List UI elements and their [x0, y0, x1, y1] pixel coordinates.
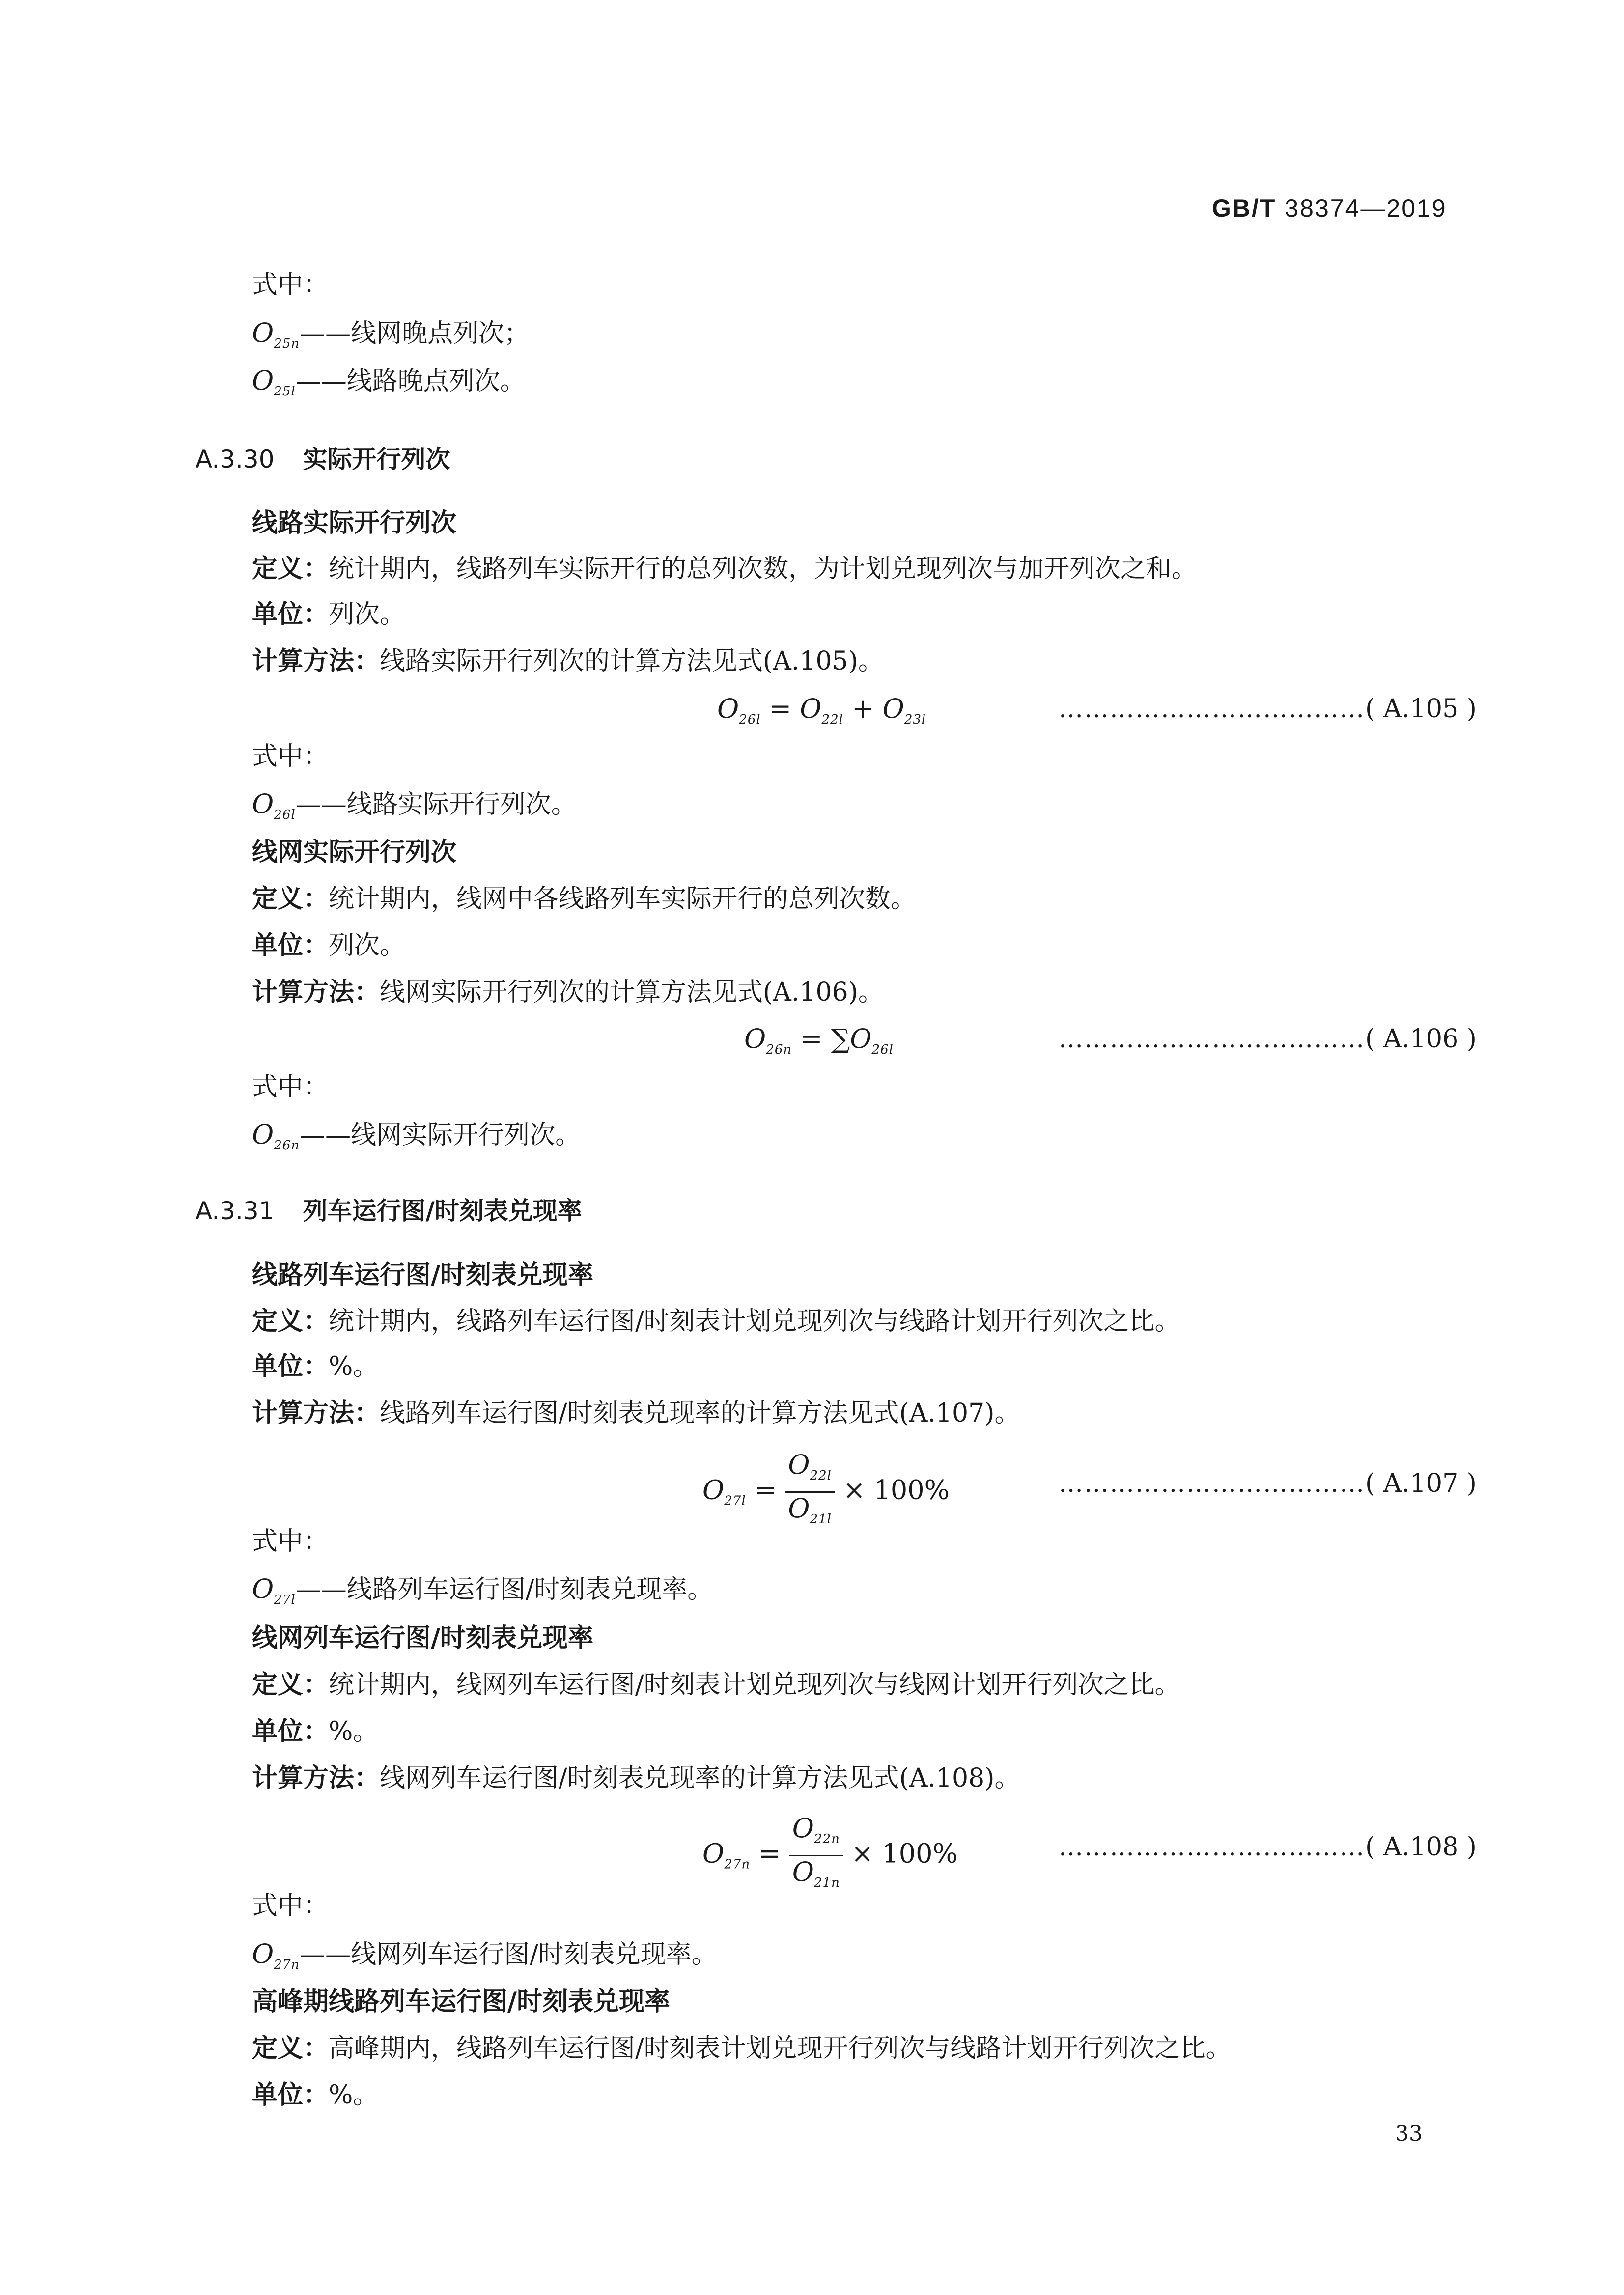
formula-a107: $O_{27l}$ = $\frac{O_{22l}}{O_{21l}}$ × 100% [702, 1449, 950, 1535]
unit-line: 单位：%。 [252, 2080, 379, 2110]
unit-line: 单位：列次。 [252, 600, 406, 629]
calculation-line: 计算方法：线路实际开行列次的计算方法见式(A.105)。 [252, 646, 884, 676]
standard-header [1212, 194, 1447, 223]
variable-definition: $O_{26n}——$线网实际开行列次。 [252, 1119, 581, 1153]
section-heading: A.3.30 实际开行列次 [196, 445, 450, 474]
standard-number: 38374—2019 [1285, 195, 1447, 222]
unit-line: 单位：%。 [252, 1717, 379, 1746]
where-label: 式中： [252, 270, 329, 300]
formula-a108: $O_{27n}$ = $\frac{O_{22n}}{O_{21n}}$ × 100% [702, 1813, 958, 1899]
formula-a106: $O_{26n} = \sum O_{26l}$ [744, 1023, 894, 1057]
where-label: 式中： [252, 1072, 329, 1102]
equation-number: ………………………………( A.108 ) [1059, 1832, 1477, 1862]
variable-definition: $O_{25l}——$线路晚点列次。 [252, 365, 526, 399]
where-label: 式中： [252, 1891, 329, 1921]
subsection-heading: 线路实际开行列次 [252, 508, 457, 538]
definition-line: 定义：统计期内，线网列车运行图/时刻表计划兑现列次与线网计划开行列次之比。 [252, 1670, 1180, 1700]
page-number: 33 [1395, 2121, 1423, 2146]
equation-number: ………………………………( A.107 ) [1059, 1469, 1477, 1498]
where-label: 式中： [252, 742, 329, 771]
subsection-heading: 线网实际开行列次 [252, 838, 457, 867]
where-label: 式中： [252, 1527, 329, 1556]
definition-line: 定义：高峰期内，线路列车运行图/时刻表计划兑现开行列次与线路计划开行列次之比。 [252, 2034, 1232, 2063]
section-heading: A.3.31 列车运行图/时刻表兑现率 [196, 1197, 582, 1225]
definition-line: 定义：统计期内，线路列车实际开行的总列次数，为计划兑现列次与加开列次之和。 [252, 554, 1198, 584]
equation-number: ………………………………( A.105 ) [1059, 694, 1477, 724]
subsection-heading: 线路列车运行图/时刻表兑现率 [252, 1260, 593, 1290]
subsection-heading: 高峰期线路列车运行图/时刻表兑现率 [252, 1987, 670, 2016]
variable-definition: $O_{27n}——$线网列车运行图/时刻表兑现率。 [252, 1938, 717, 1972]
formula-a105: $O_{26l} = O_{22l} + O_{23l}$ [717, 693, 926, 727]
definition-line: 定义：统计期内，线网中各线路列车实际开行的总列次数。 [252, 884, 917, 914]
calculation-line: 计算方法：线网列车运行图/时刻表兑现率的计算方法见式(A.108)。 [252, 1763, 1020, 1793]
equation-number: ………………………………( A.106 ) [1059, 1024, 1477, 1054]
variable-definition: $O_{27l}——$线路列车运行图/时刻表兑现率。 [252, 1573, 713, 1607]
variable-definition: $O_{25n}——$线网晚点列次； [252, 317, 530, 351]
variable-definition: $O_{26l}——$线路实际开行列次。 [252, 788, 577, 822]
unit-line: 单位：列次。 [252, 931, 406, 960]
standard-code: GB/T [1212, 195, 1277, 222]
unit-line: 单位：%。 [252, 1352, 379, 1381]
calculation-line: 计算方法：线网实际开行列次的计算方法见式(A.106)。 [252, 978, 884, 1007]
fraction: $\frac{O_{22l}}{O_{21l}}$ [785, 1449, 835, 1535]
definition-line: 定义：统计期内，线路列车运行图/时刻表计划兑现列次与线路计划开行列次之比。 [252, 1307, 1180, 1336]
calculation-line: 计算方法：线路列车运行图/时刻表兑现率的计算方法见式(A.107)。 [252, 1399, 1020, 1428]
fraction: $\frac{O_{22n}}{O_{21n}}$ [789, 1813, 843, 1899]
subsection-heading: 线网列车运行图/时刻表兑现率 [252, 1623, 593, 1653]
